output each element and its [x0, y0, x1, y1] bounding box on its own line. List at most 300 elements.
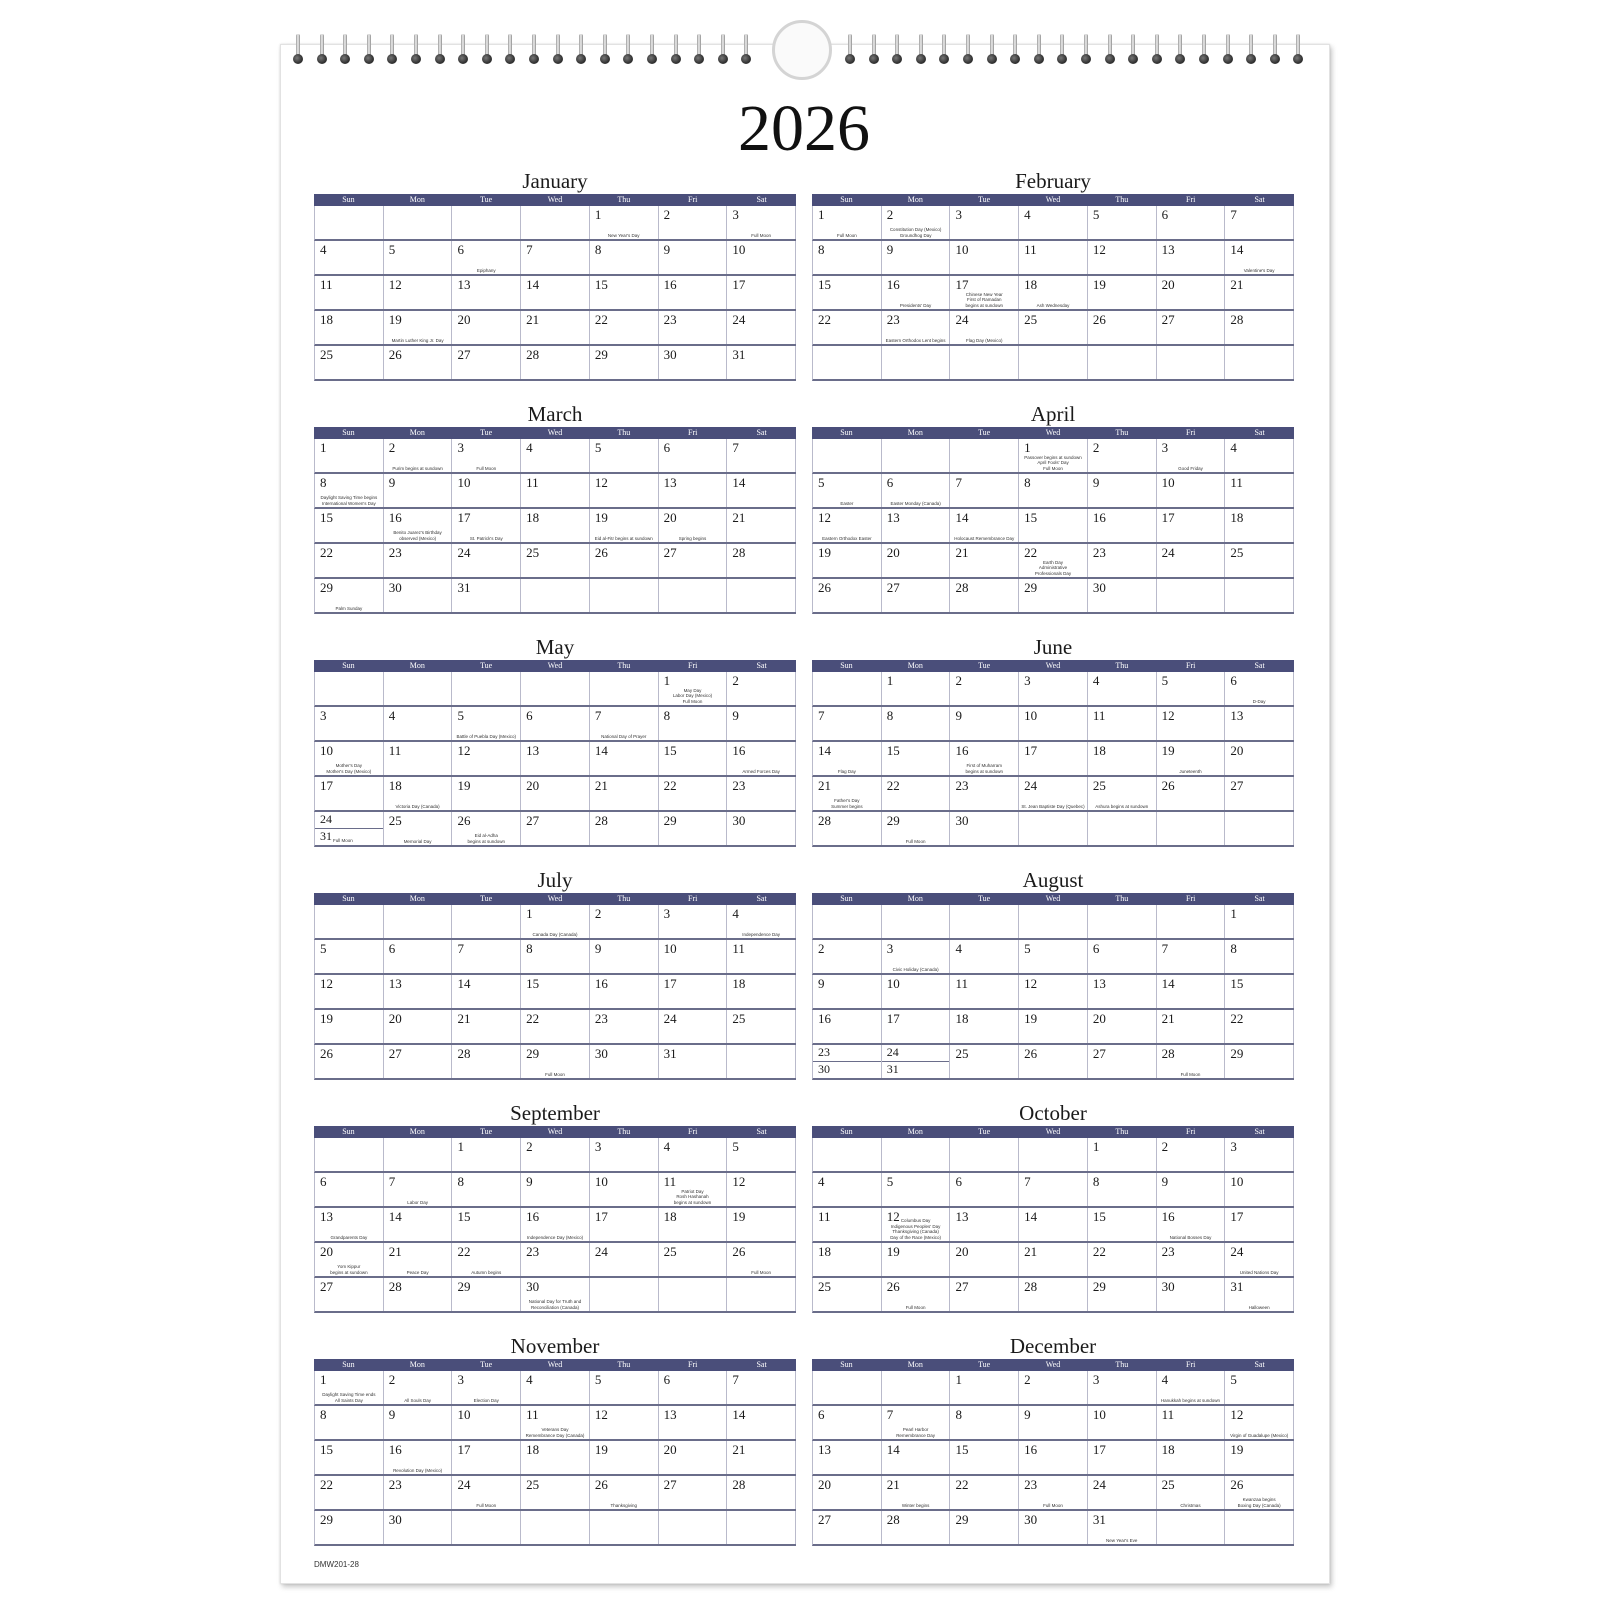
day-cell[interactable]: [384, 474, 453, 507]
day-cell[interactable]: [882, 1243, 951, 1276]
day-cell[interactable]: [1225, 940, 1294, 973]
day-cell[interactable]: [384, 812, 453, 845]
day-cell[interactable]: [452, 672, 521, 705]
day-cell[interactable]: [882, 1173, 951, 1206]
day-cell[interactable]: [590, 579, 659, 612]
day-cell[interactable]: [521, 276, 590, 309]
day-cell[interactable]: [1088, 1045, 1157, 1078]
day-cell[interactable]: [659, 812, 728, 845]
day-cell[interactable]: [384, 1441, 453, 1474]
day-cell[interactable]: [590, 1243, 659, 1276]
day-cell[interactable]: [659, 579, 728, 612]
day-cell[interactable]: [1019, 509, 1088, 542]
day-cell[interactable]: [315, 241, 384, 274]
day-cell[interactable]: [727, 311, 796, 344]
day-cell[interactable]: [521, 1138, 590, 1171]
day-cell[interactable]: [659, 439, 728, 472]
day-cell[interactable]: [452, 544, 521, 577]
day-cell[interactable]: [1019, 346, 1088, 379]
day-cell[interactable]: [1088, 1511, 1157, 1544]
day-cell[interactable]: [452, 1010, 521, 1043]
day-cell[interactable]: [452, 241, 521, 274]
day-cell[interactable]: [1157, 241, 1226, 274]
day-cell[interactable]: [521, 905, 590, 938]
day-cell[interactable]: [590, 241, 659, 274]
day-cell[interactable]: [659, 1441, 728, 1474]
day-cell[interactable]: [1225, 1278, 1294, 1311]
day-cell[interactable]: [1088, 1010, 1157, 1043]
day-cell[interactable]: [590, 1010, 659, 1043]
day-cell[interactable]: [521, 707, 590, 740]
day-cell[interactable]: [521, 940, 590, 973]
day-cell[interactable]: [1157, 1511, 1226, 1544]
day-cell[interactable]: [1225, 777, 1294, 810]
day-cell[interactable]: [659, 672, 728, 705]
day-cell[interactable]: [1019, 1045, 1088, 1078]
day-cell[interactable]: [521, 777, 590, 810]
day-cell[interactable]: [384, 1476, 453, 1509]
day-cell[interactable]: [882, 241, 951, 274]
day-cell[interactable]: [384, 439, 453, 472]
day-cell[interactable]: [1088, 206, 1157, 239]
day-cell[interactable]: [813, 241, 882, 274]
day-cell[interactable]: [315, 1371, 384, 1404]
day-cell[interactable]: [1157, 1045, 1226, 1078]
day-cell[interactable]: [1157, 707, 1226, 740]
day-cell[interactable]: [882, 707, 951, 740]
day-cell[interactable]: [521, 1173, 590, 1206]
day-cell[interactable]: [1088, 1441, 1157, 1474]
day-cell[interactable]: [384, 206, 453, 239]
day-cell[interactable]: [659, 1278, 728, 1311]
day-cell[interactable]: [813, 1441, 882, 1474]
day-cell[interactable]: [727, 940, 796, 973]
day-cell[interactable]: [727, 707, 796, 740]
day-cell[interactable]: [521, 1476, 590, 1509]
day-cell[interactable]: [1157, 1208, 1226, 1241]
day-cell[interactable]: [727, 346, 796, 379]
day-cell[interactable]: [452, 276, 521, 309]
day-cell[interactable]: [1225, 1441, 1294, 1474]
day-cell[interactable]: [950, 1138, 1019, 1171]
day-cell[interactable]: [1019, 940, 1088, 973]
day-cell[interactable]: [882, 206, 951, 239]
day-cell[interactable]: [882, 1010, 951, 1043]
day-cell[interactable]: [727, 474, 796, 507]
day-cell[interactable]: [659, 544, 728, 577]
day-cell[interactable]: [315, 707, 384, 740]
day-cell[interactable]: [1088, 241, 1157, 274]
day-cell[interactable]: [1225, 509, 1294, 542]
day-cell[interactable]: [452, 206, 521, 239]
day-cell[interactable]: [813, 975, 882, 1008]
day-cell[interactable]: [452, 742, 521, 775]
day-cell[interactable]: [521, 206, 590, 239]
day-cell[interactable]: [1019, 1208, 1088, 1241]
day-cell[interactable]: [882, 905, 951, 938]
day-cell[interactable]: [1019, 1441, 1088, 1474]
day-cell[interactable]: [590, 1173, 659, 1206]
day-cell[interactable]: [1225, 905, 1294, 938]
day-cell[interactable]: [1019, 1278, 1088, 1311]
day-cell[interactable]: [950, 346, 1019, 379]
day-cell[interactable]: [521, 509, 590, 542]
day-cell[interactable]: [1088, 276, 1157, 309]
day-cell[interactable]: [1225, 1243, 1294, 1276]
day-cell[interactable]: [1225, 812, 1294, 845]
day-cell[interactable]: [1225, 742, 1294, 775]
day-cell[interactable]: [882, 276, 951, 309]
day-cell[interactable]: [384, 905, 453, 938]
day-cell[interactable]: [384, 311, 453, 344]
day-cell[interactable]: [384, 1045, 453, 1078]
day-cell[interactable]: [1225, 1045, 1294, 1078]
day-cell[interactable]: [1157, 311, 1226, 344]
day-cell[interactable]: [1225, 439, 1294, 472]
day-cell[interactable]: [452, 1278, 521, 1311]
day-cell[interactable]: [882, 544, 951, 577]
day-cell[interactable]: [659, 777, 728, 810]
day-cell[interactable]: [813, 777, 882, 810]
day-cell[interactable]: [950, 777, 1019, 810]
day-cell[interactable]: [590, 276, 659, 309]
day-cell[interactable]: [882, 975, 951, 1008]
day-cell[interactable]: [1157, 1441, 1226, 1474]
day-cell[interactable]: [659, 474, 728, 507]
day-cell[interactable]: [590, 1511, 659, 1544]
day-cell[interactable]: [1157, 975, 1226, 1008]
day-cell[interactable]: [882, 1511, 951, 1544]
day-cell[interactable]: [950, 1243, 1019, 1276]
day-cell[interactable]: [1157, 206, 1226, 239]
day-cell[interactable]: [1019, 975, 1088, 1008]
day-cell[interactable]: [452, 1208, 521, 1241]
day-cell[interactable]: [659, 1045, 728, 1078]
day-cell[interactable]: [384, 1278, 453, 1311]
day-cell[interactable]: [315, 474, 384, 507]
day-cell[interactable]: [452, 777, 521, 810]
day-cell[interactable]: [384, 707, 453, 740]
day-cell[interactable]: [950, 1010, 1019, 1043]
day-cell[interactable]: [950, 509, 1019, 542]
day-cell[interactable]: [1225, 1511, 1294, 1544]
day-cell[interactable]: [1225, 346, 1294, 379]
day-cell[interactable]: [950, 1173, 1019, 1206]
day-cell[interactable]: [315, 672, 384, 705]
day-cell[interactable]: [1225, 1476, 1294, 1509]
day-cell[interactable]: [315, 1511, 384, 1544]
day-cell[interactable]: [315, 742, 384, 775]
day-cell[interactable]: [1088, 474, 1157, 507]
day-cell[interactable]: [590, 777, 659, 810]
day-cell[interactable]: [384, 1371, 453, 1404]
day-cell[interactable]: [1088, 509, 1157, 542]
day-cell[interactable]: [1019, 276, 1088, 309]
day-cell[interactable]: [1225, 544, 1294, 577]
day-cell[interactable]: [813, 1173, 882, 1206]
day-cell[interactable]: [813, 1371, 882, 1404]
day-cell[interactable]: [813, 1243, 882, 1276]
day-cell[interactable]: [1088, 346, 1157, 379]
day-cell[interactable]: [882, 311, 951, 344]
day-cell[interactable]: [1088, 579, 1157, 612]
day-cell[interactable]: [882, 1441, 951, 1474]
day-cell[interactable]: [384, 777, 453, 810]
day-cell[interactable]: [659, 707, 728, 740]
day-cell[interactable]: [950, 241, 1019, 274]
day-cell[interactable]: [882, 439, 951, 472]
day-cell[interactable]: [452, 346, 521, 379]
day-cell[interactable]: [590, 1138, 659, 1171]
day-cell[interactable]: [590, 1441, 659, 1474]
day-cell[interactable]: [882, 346, 951, 379]
day-cell[interactable]: [882, 1138, 951, 1171]
day-cell[interactable]: [521, 1511, 590, 1544]
day-cell[interactable]: [1088, 439, 1157, 472]
day-cell[interactable]: [659, 1406, 728, 1439]
day-cell[interactable]: [813, 474, 882, 507]
day-cell[interactable]: [315, 206, 384, 239]
day-cell[interactable]: [1019, 241, 1088, 274]
day-cell[interactable]: [521, 474, 590, 507]
day-cell[interactable]: [1157, 1173, 1226, 1206]
day-cell[interactable]: [1088, 777, 1157, 810]
day-cell[interactable]: [1019, 777, 1088, 810]
day-cell[interactable]: [950, 742, 1019, 775]
day-cell[interactable]: [1225, 474, 1294, 507]
day-cell[interactable]: [452, 707, 521, 740]
day-cell[interactable]: [590, 474, 659, 507]
day-cell[interactable]: [315, 1278, 384, 1311]
day-cell[interactable]: [813, 544, 882, 577]
day-cell[interactable]: [315, 812, 384, 845]
day-cell[interactable]: [384, 1173, 453, 1206]
day-cell[interactable]: [315, 1045, 384, 1078]
day-cell[interactable]: [521, 812, 590, 845]
day-cell[interactable]: [950, 579, 1019, 612]
day-cell[interactable]: [521, 311, 590, 344]
day-cell[interactable]: [1157, 940, 1226, 973]
day-cell[interactable]: [1088, 544, 1157, 577]
day-cell[interactable]: [659, 905, 728, 938]
day-cell[interactable]: [727, 1138, 796, 1171]
day-cell[interactable]: [1225, 1173, 1294, 1206]
day-cell[interactable]: [590, 509, 659, 542]
day-cell[interactable]: [882, 777, 951, 810]
day-cell[interactable]: [813, 1476, 882, 1509]
day-cell[interactable]: [1019, 439, 1088, 472]
day-cell[interactable]: [727, 742, 796, 775]
day-cell[interactable]: [659, 311, 728, 344]
day-cell[interactable]: [1019, 707, 1088, 740]
day-cell[interactable]: [590, 707, 659, 740]
day-cell[interactable]: [384, 742, 453, 775]
day-cell[interactable]: [1088, 1243, 1157, 1276]
day-cell[interactable]: [727, 672, 796, 705]
day-cell[interactable]: [521, 544, 590, 577]
day-cell[interactable]: [813, 1138, 882, 1171]
day-cell[interactable]: [813, 812, 882, 845]
day-cell[interactable]: [315, 940, 384, 973]
day-cell[interactable]: [384, 672, 453, 705]
day-cell[interactable]: [1157, 1243, 1226, 1276]
day-cell[interactable]: [1088, 1406, 1157, 1439]
day-cell[interactable]: [950, 474, 1019, 507]
day-cell[interactable]: [1019, 1138, 1088, 1171]
day-cell[interactable]: [1088, 1278, 1157, 1311]
day-cell[interactable]: [727, 206, 796, 239]
day-cell[interactable]: [813, 672, 882, 705]
day-cell[interactable]: [950, 1406, 1019, 1439]
day-cell[interactable]: [813, 311, 882, 344]
day-cell[interactable]: [452, 1138, 521, 1171]
day-cell[interactable]: [659, 1010, 728, 1043]
day-cell[interactable]: [1088, 311, 1157, 344]
day-cell[interactable]: [813, 1010, 882, 1043]
day-cell[interactable]: [727, 1511, 796, 1544]
day-cell[interactable]: [590, 905, 659, 938]
day-cell[interactable]: [659, 1243, 728, 1276]
day-cell[interactable]: [1225, 1138, 1294, 1171]
day-cell[interactable]: [813, 579, 882, 612]
day-cell[interactable]: [452, 1243, 521, 1276]
day-cell[interactable]: [590, 742, 659, 775]
day-cell[interactable]: [590, 544, 659, 577]
day-cell[interactable]: [1157, 579, 1226, 612]
day-cell[interactable]: [1019, 812, 1088, 845]
day-cell[interactable]: [452, 509, 521, 542]
day-cell[interactable]: [1157, 905, 1226, 938]
day-cell[interactable]: [521, 241, 590, 274]
day-cell[interactable]: [1225, 672, 1294, 705]
day-cell[interactable]: [727, 1476, 796, 1509]
day-cell[interactable]: [315, 1243, 384, 1276]
day-cell[interactable]: [1157, 544, 1226, 577]
day-cell[interactable]: [882, 1045, 951, 1078]
day-cell[interactable]: [813, 742, 882, 775]
day-cell[interactable]: [727, 812, 796, 845]
day-cell[interactable]: [1088, 812, 1157, 845]
day-cell[interactable]: [1225, 206, 1294, 239]
day-cell[interactable]: [659, 1208, 728, 1241]
day-cell[interactable]: [521, 1045, 590, 1078]
day-cell[interactable]: [1157, 742, 1226, 775]
day-cell[interactable]: [882, 1208, 951, 1241]
day-cell[interactable]: [590, 1476, 659, 1509]
day-cell[interactable]: [1157, 812, 1226, 845]
day-cell[interactable]: [384, 1511, 453, 1544]
day-cell[interactable]: [315, 544, 384, 577]
day-cell[interactable]: [452, 812, 521, 845]
day-cell[interactable]: [1225, 579, 1294, 612]
day-cell[interactable]: [882, 742, 951, 775]
day-cell[interactable]: [727, 1243, 796, 1276]
day-cell[interactable]: [950, 1208, 1019, 1241]
day-cell[interactable]: [521, 1208, 590, 1241]
day-cell[interactable]: [659, 241, 728, 274]
day-cell[interactable]: [813, 940, 882, 973]
day-cell[interactable]: [1157, 509, 1226, 542]
day-cell[interactable]: [315, 975, 384, 1008]
day-cell[interactable]: [1019, 1371, 1088, 1404]
day-cell[interactable]: [1225, 1371, 1294, 1404]
day-cell[interactable]: [452, 439, 521, 472]
day-cell[interactable]: [590, 1278, 659, 1311]
day-cell[interactable]: [950, 707, 1019, 740]
day-cell[interactable]: [727, 1371, 796, 1404]
day-cell[interactable]: [590, 672, 659, 705]
day-cell[interactable]: [384, 1138, 453, 1171]
day-cell[interactable]: [1225, 707, 1294, 740]
day-cell[interactable]: [384, 1406, 453, 1439]
day-cell[interactable]: [1157, 672, 1226, 705]
day-cell[interactable]: [727, 777, 796, 810]
day-cell[interactable]: [590, 311, 659, 344]
day-cell[interactable]: [882, 1278, 951, 1311]
day-cell[interactable]: [452, 905, 521, 938]
day-cell[interactable]: [315, 1208, 384, 1241]
day-cell[interactable]: [384, 276, 453, 309]
day-cell[interactable]: [727, 975, 796, 1008]
day-cell[interactable]: [882, 940, 951, 973]
day-cell[interactable]: [727, 544, 796, 577]
day-cell[interactable]: [1088, 1476, 1157, 1509]
day-cell[interactable]: [1088, 1173, 1157, 1206]
day-cell[interactable]: [1157, 1138, 1226, 1171]
day-cell[interactable]: [950, 1371, 1019, 1404]
day-cell[interactable]: [950, 1441, 1019, 1474]
day-cell[interactable]: [727, 1441, 796, 1474]
day-cell[interactable]: [590, 1371, 659, 1404]
day-cell[interactable]: [659, 206, 728, 239]
day-cell[interactable]: [384, 579, 453, 612]
day-cell[interactable]: [384, 1243, 453, 1276]
day-cell[interactable]: [452, 1173, 521, 1206]
day-cell[interactable]: [452, 1441, 521, 1474]
day-cell[interactable]: [1019, 474, 1088, 507]
day-cell[interactable]: [950, 672, 1019, 705]
day-cell[interactable]: [1019, 672, 1088, 705]
day-cell[interactable]: [315, 777, 384, 810]
day-cell[interactable]: [315, 1010, 384, 1043]
day-cell[interactable]: [1088, 742, 1157, 775]
day-cell[interactable]: [590, 206, 659, 239]
day-cell[interactable]: [659, 346, 728, 379]
day-cell[interactable]: [882, 509, 951, 542]
day-cell[interactable]: [384, 940, 453, 973]
day-cell[interactable]: [452, 1371, 521, 1404]
day-cell[interactable]: [590, 940, 659, 973]
day-cell[interactable]: [659, 1173, 728, 1206]
day-cell[interactable]: [950, 439, 1019, 472]
day-cell[interactable]: [1088, 1208, 1157, 1241]
day-cell[interactable]: [813, 707, 882, 740]
day-cell[interactable]: [384, 241, 453, 274]
day-cell[interactable]: [659, 276, 728, 309]
day-cell[interactable]: [521, 439, 590, 472]
day-cell[interactable]: [521, 1371, 590, 1404]
day-cell[interactable]: [1157, 1406, 1226, 1439]
day-cell[interactable]: [950, 276, 1019, 309]
day-cell[interactable]: [727, 439, 796, 472]
day-cell[interactable]: [813, 509, 882, 542]
day-cell[interactable]: [1225, 311, 1294, 344]
day-cell[interactable]: [452, 474, 521, 507]
day-cell[interactable]: [659, 1476, 728, 1509]
day-cell[interactable]: [813, 439, 882, 472]
day-cell[interactable]: [950, 1476, 1019, 1509]
day-cell[interactable]: [1088, 940, 1157, 973]
